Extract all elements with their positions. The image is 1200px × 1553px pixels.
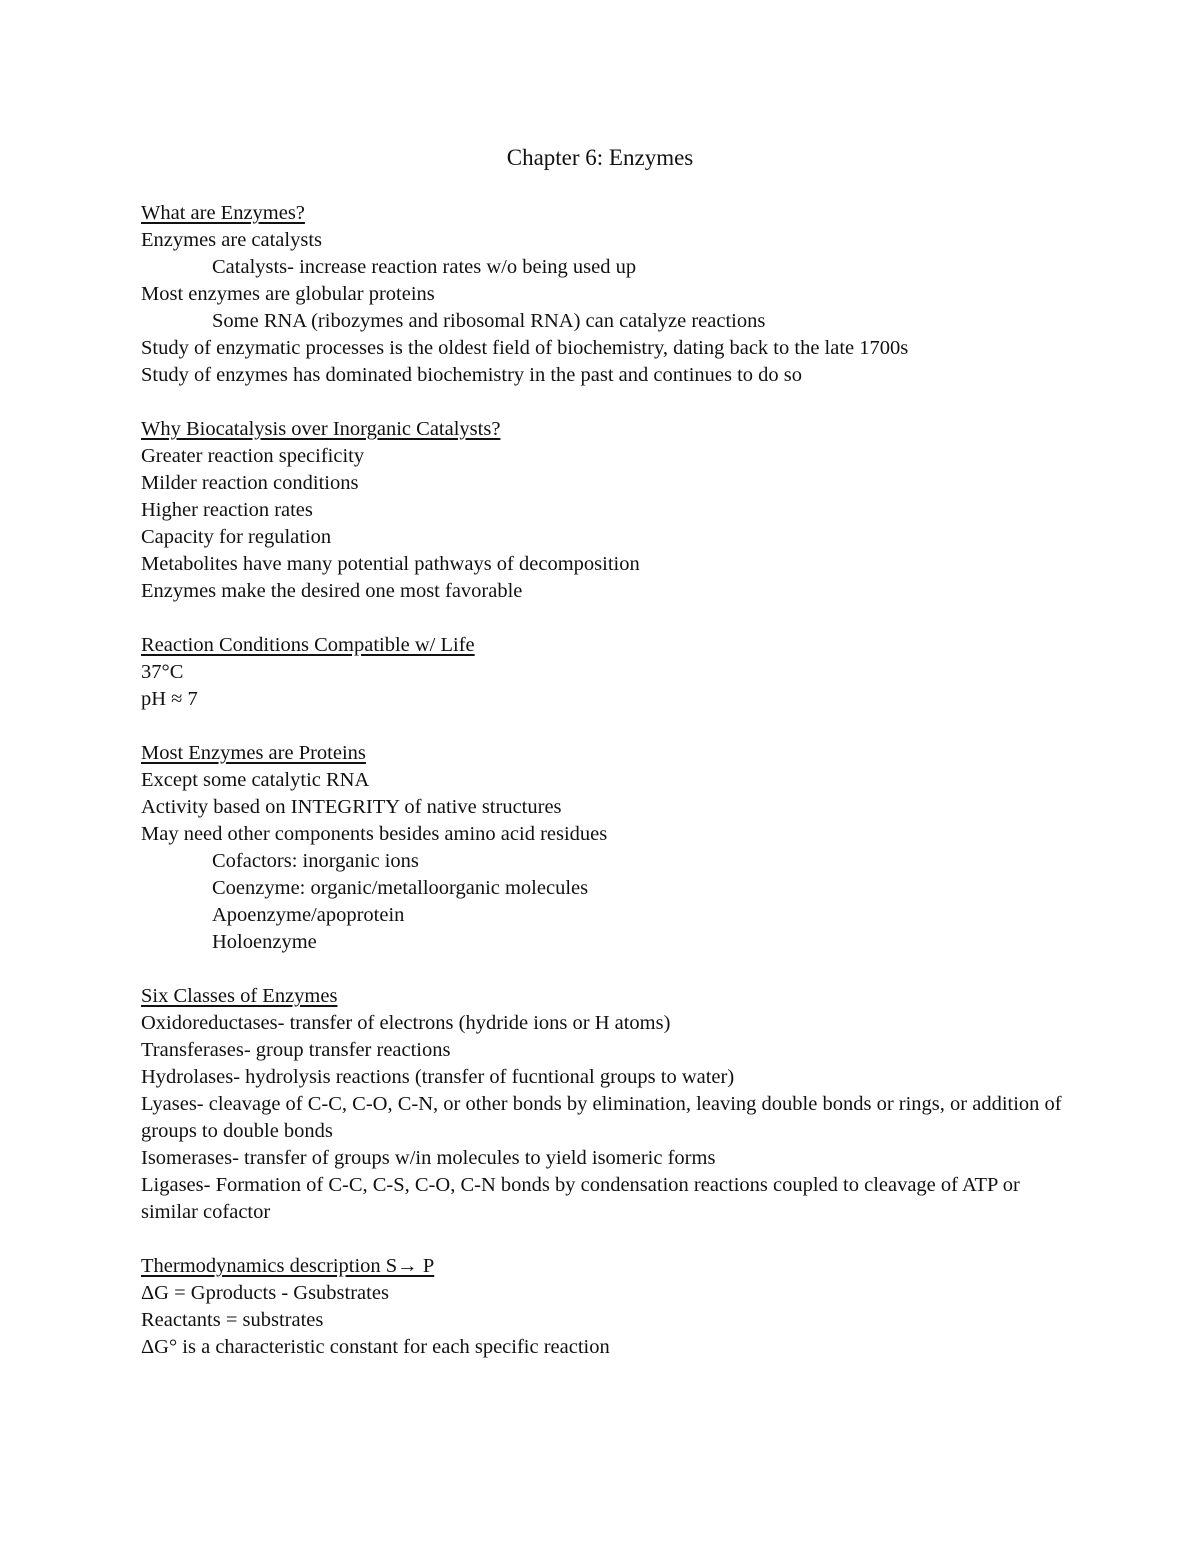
section-heading: Most Enzymes are Proteins [141,742,366,764]
indented-line: Cofactors: inorganic ions [212,850,419,872]
body-line: Capacity for regulation [141,526,332,548]
body-line: ΔG = Gproducts - Gsubstrates [141,1282,389,1304]
document-body [141,200,1071,1388]
body-line: Greater reaction specificity [141,445,365,467]
body-line: Higher reaction rates [141,499,313,521]
section [141,632,1071,713]
section [141,1253,1071,1361]
body-line: pH ≈ 7 [141,688,198,710]
body-line: Study of enzymes has dominated biochemistry in the past and continues to do so [141,364,803,386]
body-line: Most enzymes are globular proteins [141,283,435,305]
body-line: Reactants = substrates [141,1309,324,1331]
body-line: Oxidoreductases- transfer of electrons (hydride ions or H atoms) [141,1012,671,1034]
body-line: Study of enzymatic processes is the oldest field of biochemistry, dating back to the late 1700s [141,337,909,359]
body-line: Hydrolases- hydrolysis reactions (transfer of fucntional groups to water) [141,1066,735,1088]
indented-line: Catalysts- increase reaction rates w/o being used up [212,256,637,278]
page-title: Chapter 6: Enzymes [506,145,694,170]
section-heading: Why Biocatalysis over Inorganic Catalysts? [141,418,501,440]
body-line: Ligases- Formation of C-C, C-S, C-O, C-N bonds by condensation reactions coupled to cleavage of ATP or similar cofactor [141,1174,1020,1223]
body-line: ΔG° is a characteristic constant for each specific reaction [141,1336,610,1358]
section [141,416,1071,605]
body-line: Enzymes make the desired one most favorable [141,580,523,602]
body-line: Activity based on INTEGRITY of native structures [141,796,562,818]
section [141,200,1071,389]
indented-line: Some RNA (ribozymes and ribosomal RNA) can catalyze reactions [212,310,766,332]
indented-line: Apoenzyme/apoprotein [212,904,405,926]
body-line: Metabolites have many potential pathways of decomposition [141,553,640,575]
section-heading: What are Enzymes? [141,202,305,224]
body-line: Enzymes are catalysts [141,229,323,251]
body-line: Milder reaction conditions [141,472,359,494]
body-line: Except some catalytic RNA [141,769,370,791]
indented-line: Coenzyme: organic/metalloorganic molecules [212,877,589,899]
section-heading: Thermodynamics description S→ P [141,1255,435,1277]
body-line: Isomerases- transfer of groups w/in molecules to yield isomeric forms [141,1147,716,1169]
body-line: May need other components besides amino acid residues [141,823,608,845]
indented-line: Holoenzyme [212,931,317,953]
section-heading: Six Classes of Enzymes [141,985,338,1007]
section [141,740,1071,956]
section-heading: Reaction Conditions Compatible w/ Life [141,634,475,656]
section [141,983,1071,1226]
body-line: Transferases- group transfer reactions [141,1039,451,1061]
body-line: Lyases- cleavage of C-C, C-O, C-N, or other bonds by elimination, leaving double bonds or rings, or addition of groups to double bonds [141,1093,1062,1142]
body-line: 37°C [141,661,184,683]
